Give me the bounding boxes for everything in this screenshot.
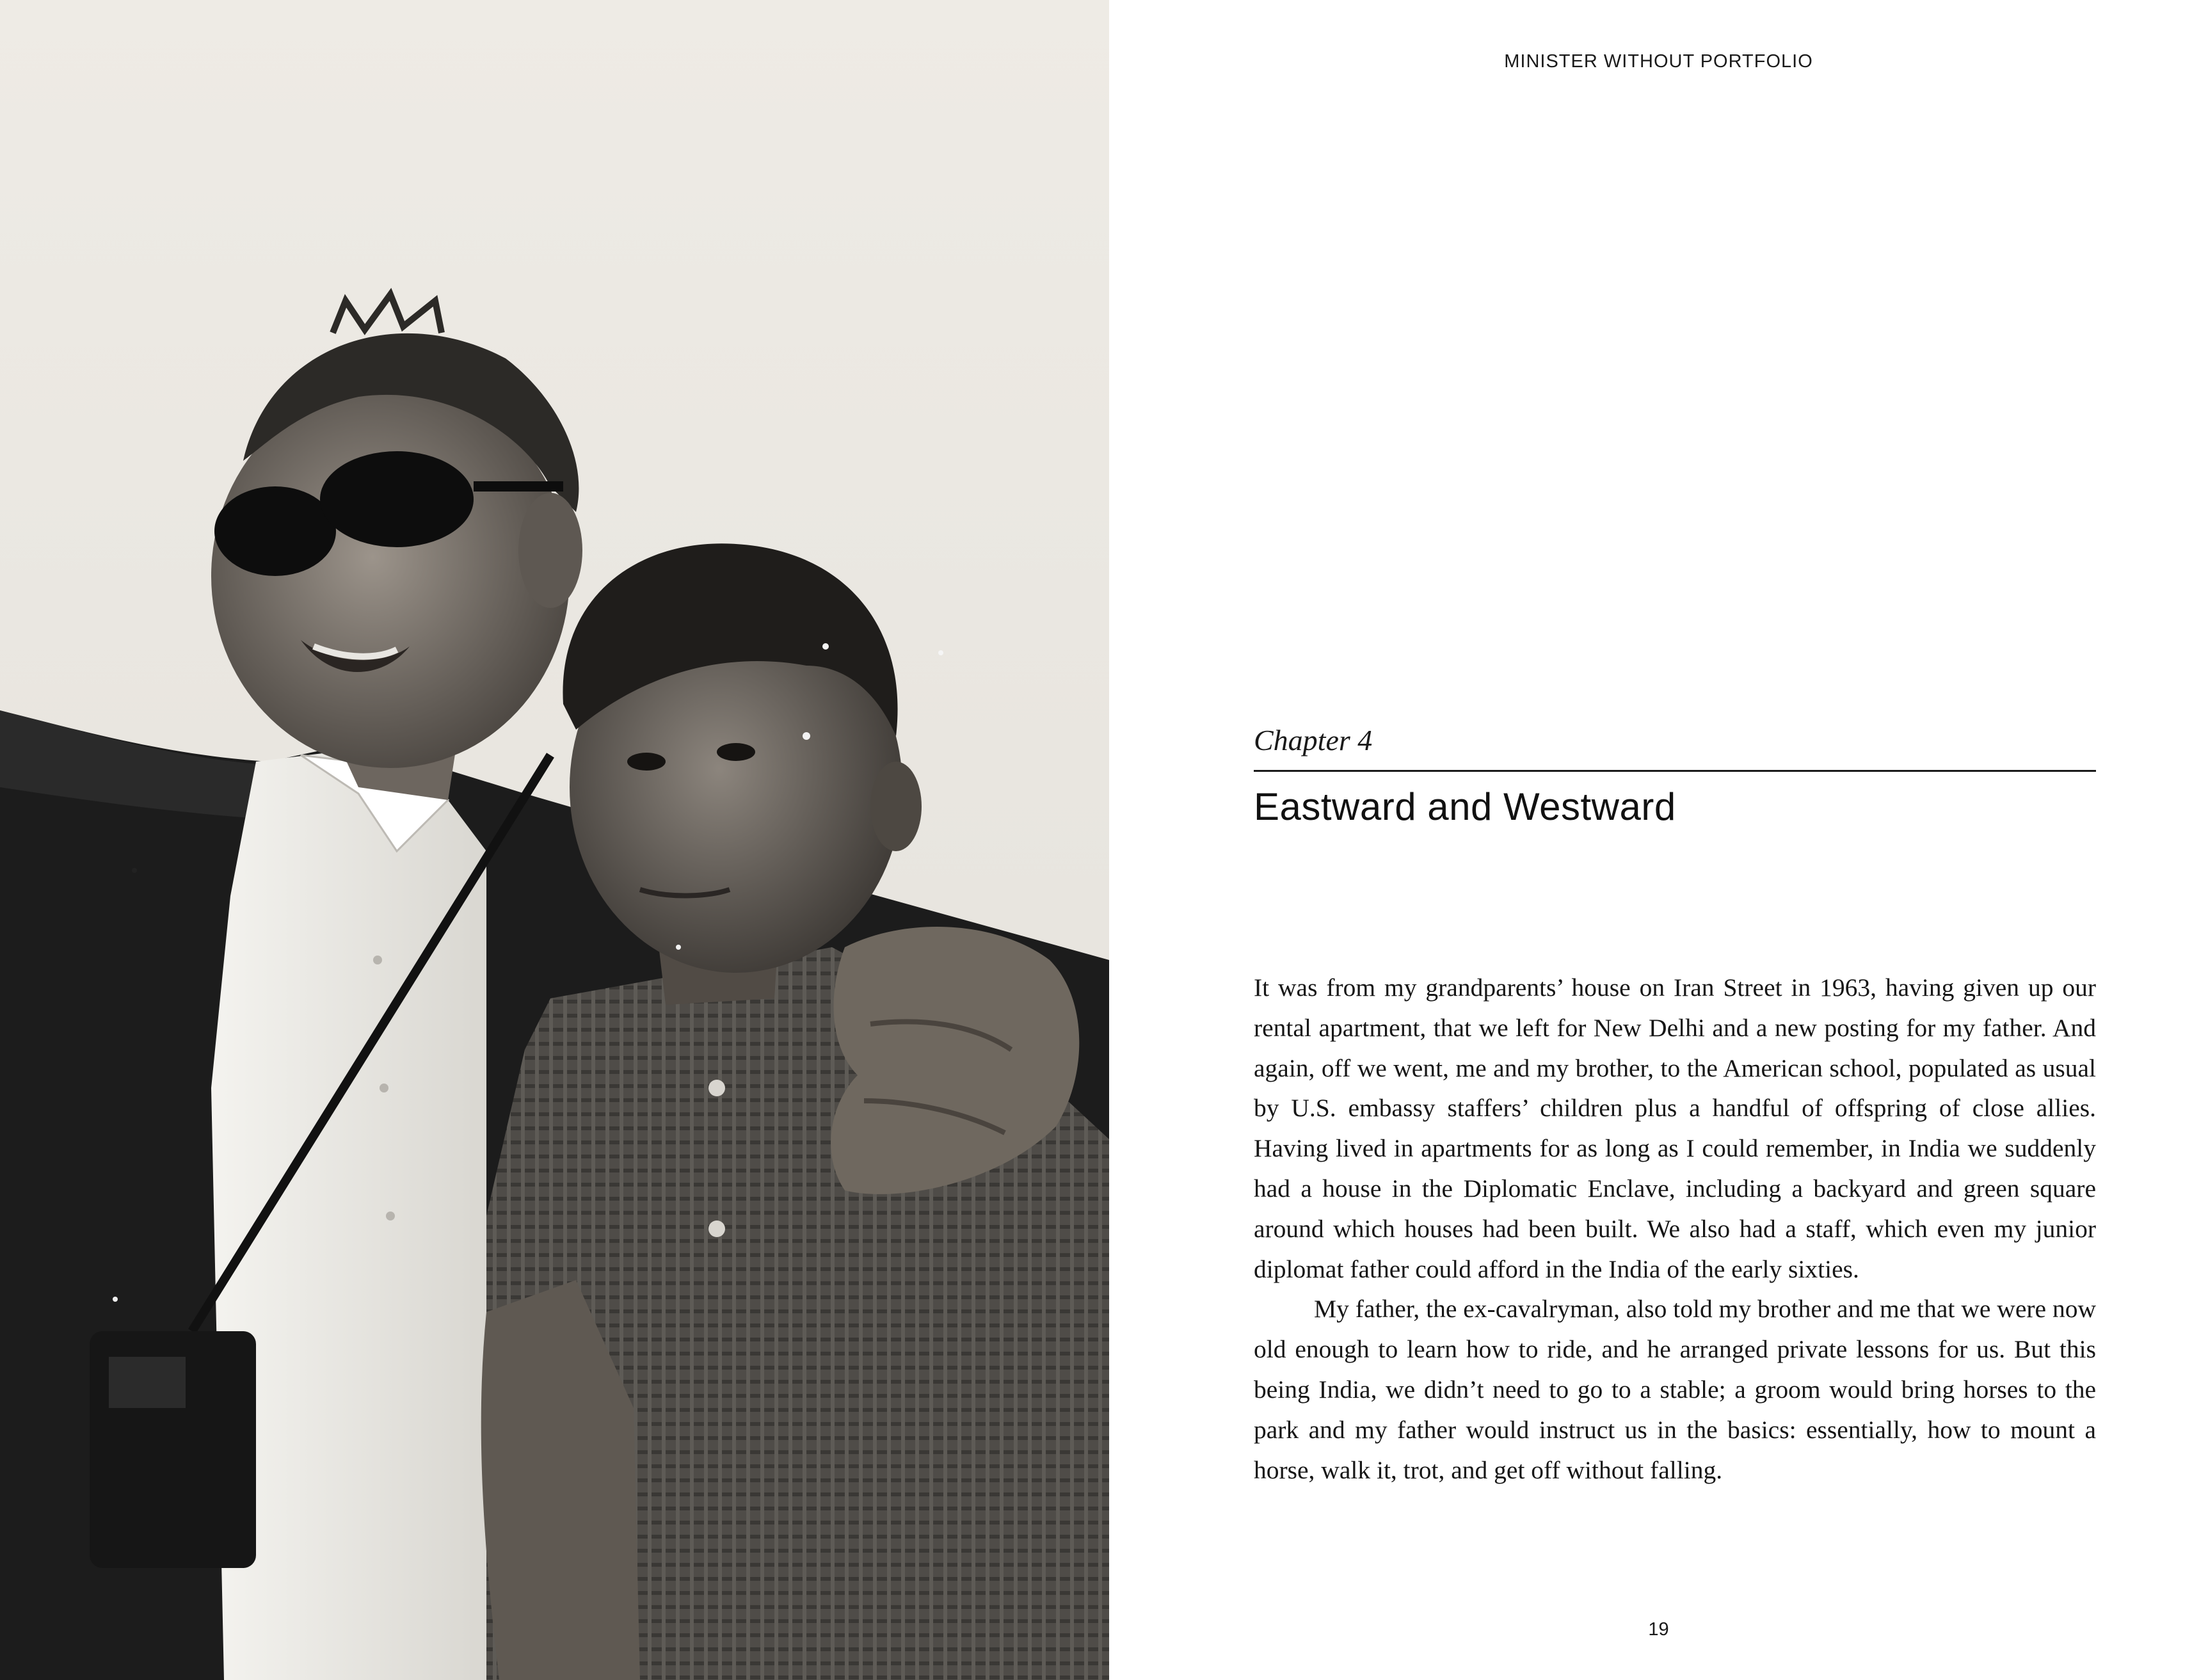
- chapter-rule: [1254, 770, 2096, 772]
- paragraph: It was from my grandparents’ house on Iran Street in 1963, having given up our rental apartment, that we left for New Delhi and a new posting for my father. And again, off we went, me and my brother, to the American school, populated as usual by U.S. embassy staffers’ children plus a handful of offspring of close allies. Having lived in apartments for as long as I could remember, in India we suddenly had a house in the Diplomatic Enclave, including a backyard and green square around which houses had been built. We also had a staff, which even my junior diplomat father could afford in the India of the early sixties.: [1254, 973, 2096, 1283]
- body-text: [1254, 968, 2096, 1490]
- text-page: [1109, 0, 2208, 1680]
- running-head: MINISTER WITHOUT PORTFOLIO: [1504, 51, 1813, 72]
- chapter-label: Chapter 4: [1254, 724, 1373, 756]
- paragraph: My father, the ex-cavalryman, also told my brother and me that we were now old enough to learn how to ride, and he arranged private lessons for us. But this being India, we didn’t need to go to a stable; a groom would bring horses to the park and my father would instruct us in the basics: essentially, how to mount a horse, walk it, trot, and get off without falling.: [1254, 1295, 2096, 1484]
- page-number: 19: [1648, 1619, 1669, 1640]
- chapter-title: Eastward and Westward: [1254, 785, 1676, 828]
